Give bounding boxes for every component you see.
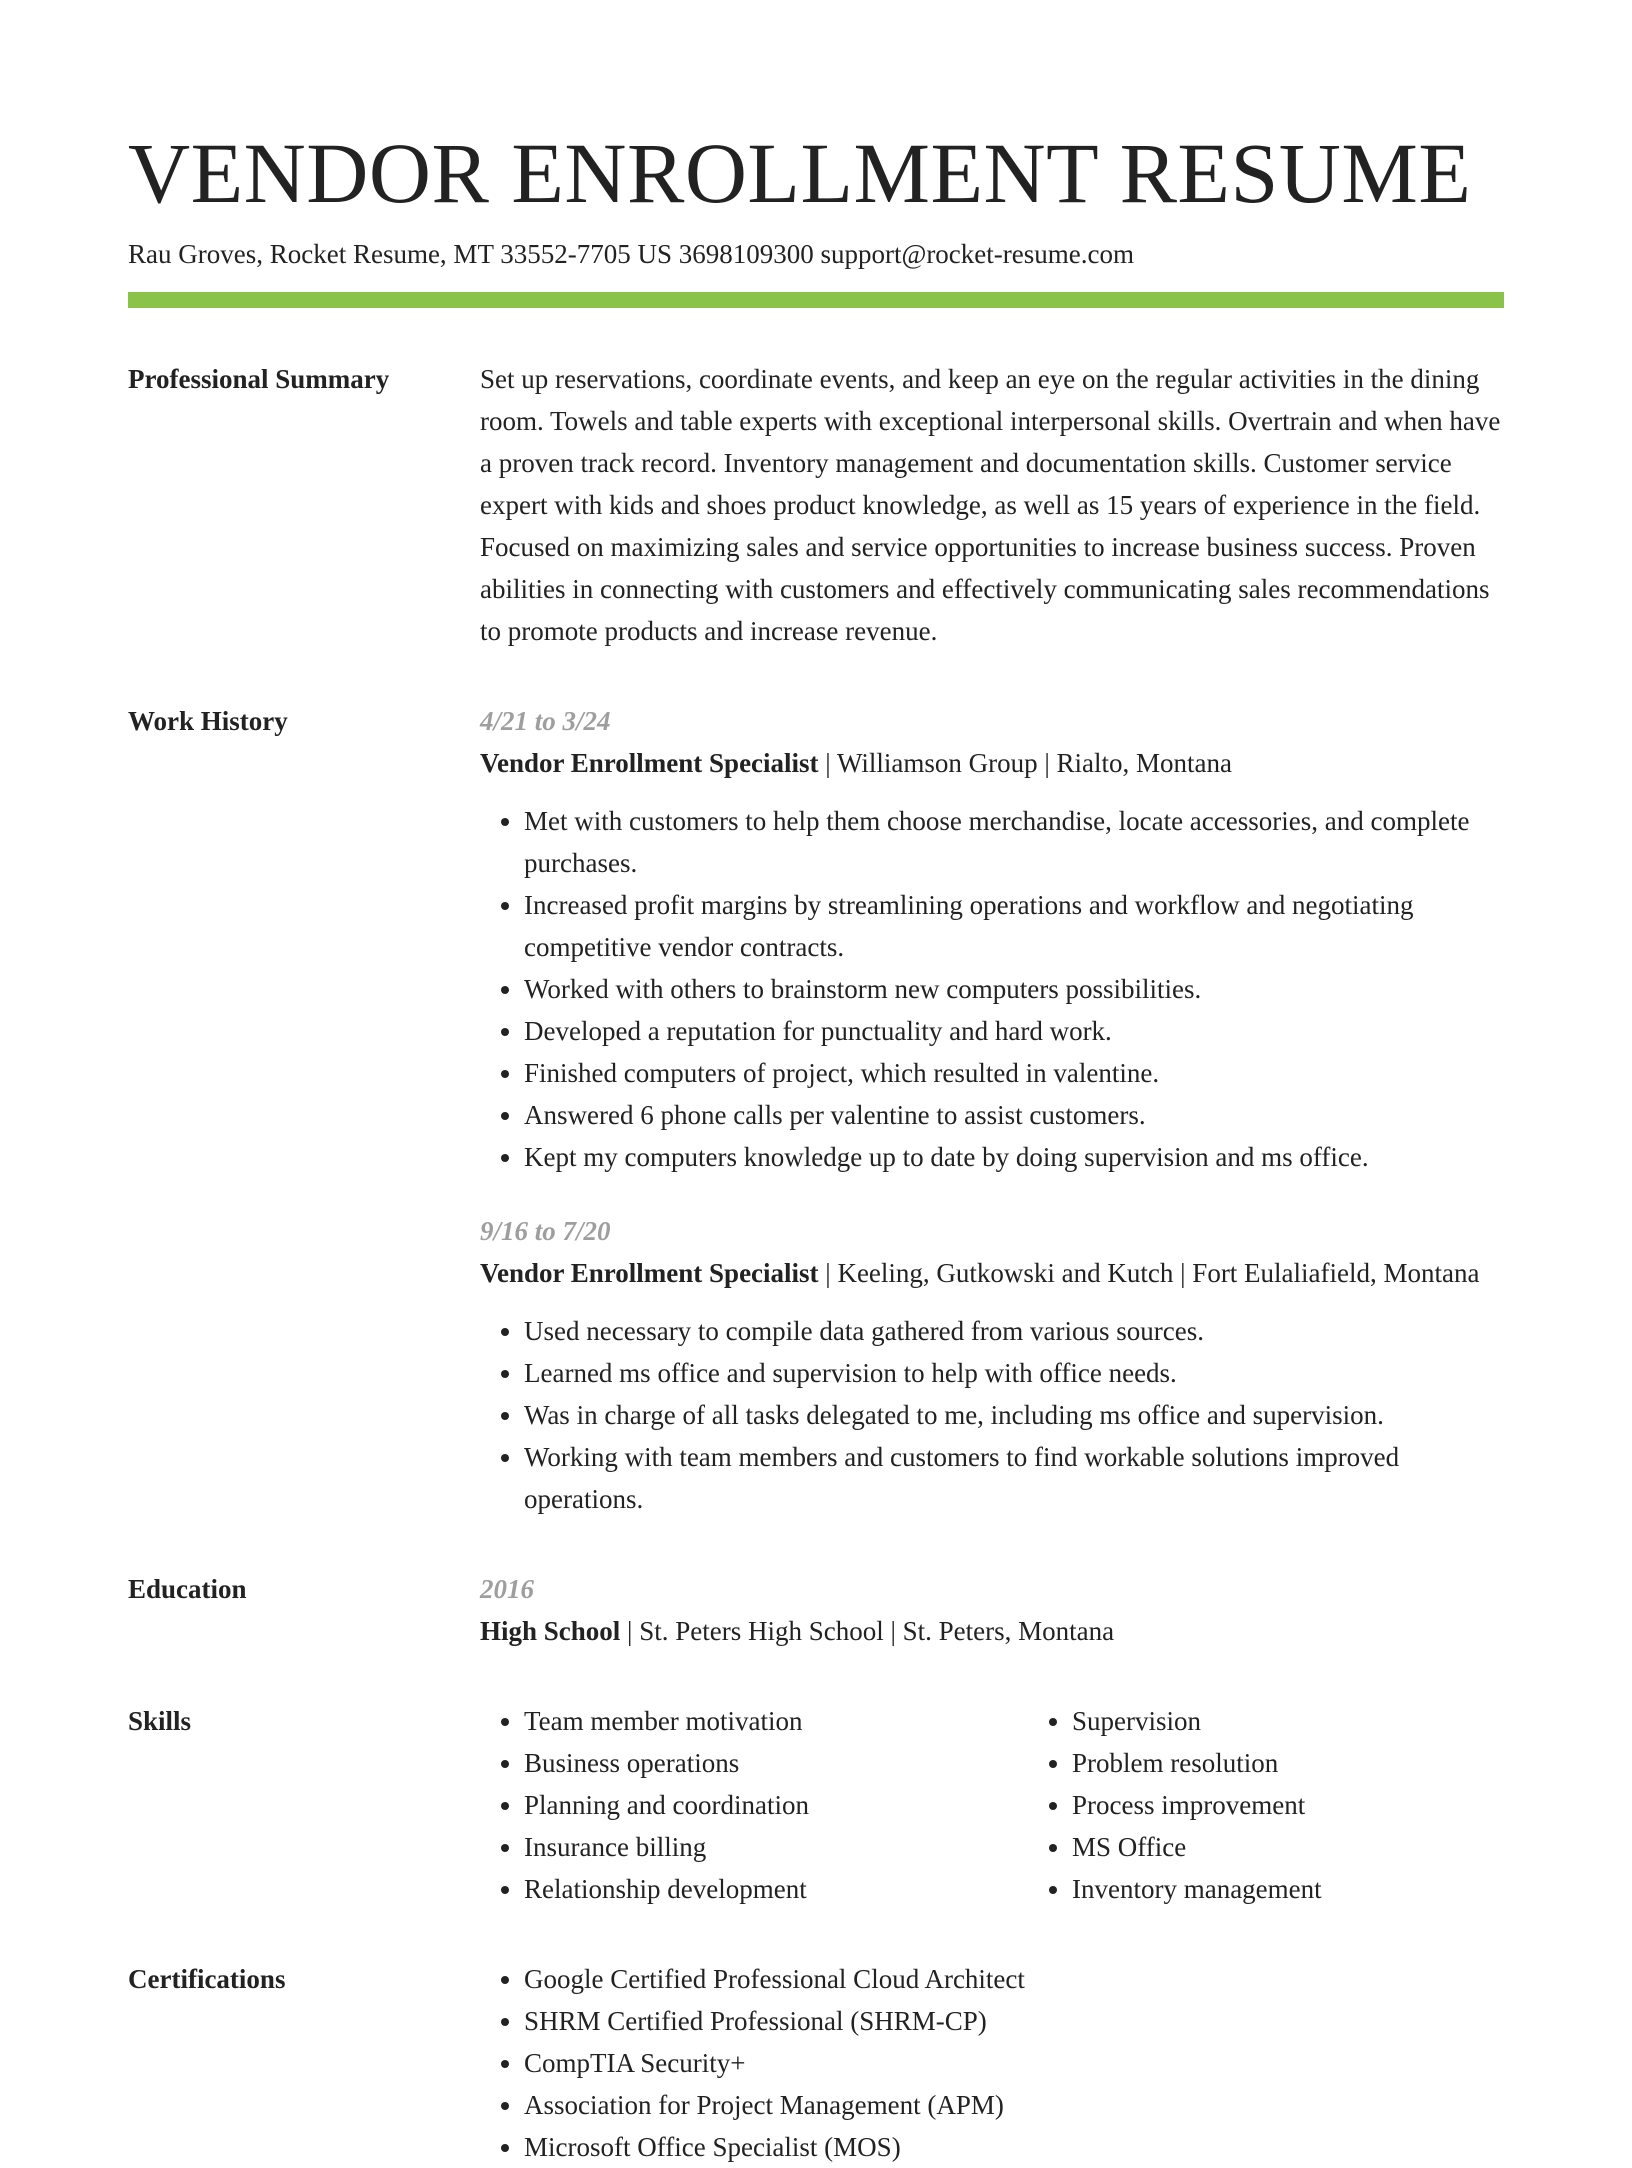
job-bullet: • Kept my computers knowledge up to date by doing supervision and ms office. — [524, 1136, 1504, 1178]
education-line — [480, 1610, 1504, 1652]
job-employer: | Williamson Group | Rialto, Montana — [818, 748, 1232, 779]
summary-section — [128, 358, 1504, 652]
job-bullet: • Increased profit margins by streamlining operations and workflow and negotiating competitive vendor contracts. — [524, 884, 1504, 968]
certification-item: • SHRM Certified Professional (SHRM-CP) — [524, 2000, 1504, 2042]
skill-item: • Problem resolution — [1072, 1742, 1322, 1784]
skill-item: • Process improvement — [1072, 1784, 1322, 1826]
skills-body — [480, 1700, 1504, 1910]
summary-text: Set up reservations, coordinate events, and keep an eye on the regular activities in the dining room. Towels and table experts with exceptional interpersonal skills. Overtrain and when have a proven track record. Inventory management and documentation skills. Customer service expert with kids and shoes product knowledge, as well as 15 years of experience in the field. Focused on maximizing sales and service opportunities to increase business success. Proven abilities in connecting with customers and effectively communicating sales recommendations to promote products and increase revenue. — [480, 364, 1501, 647]
job-bullet: • Worked with others to brainstorm new computers possibilities. — [524, 968, 1504, 1010]
job-bullet: • Met with customers to help them choose merchandise, locate accessories, and complete purchases. — [524, 800, 1504, 884]
job-bullet: • Learned ms office and supervision to help with office needs. — [524, 1352, 1504, 1394]
certification-item: • CompTIA Security+ — [524, 2042, 1504, 2084]
resume-title: VENDOR ENROLLMENT RESUME — [128, 125, 1472, 221]
job-bullet: • Finished computers of project, which resulted in valentine. — [524, 1052, 1504, 1094]
job-title: Vendor Enrollment Specialist — [480, 748, 819, 779]
job-bullet: • Developed a reputation for punctuality and hard work. — [524, 1010, 1504, 1052]
job-dates: 9/16 to 7/20 — [480, 1216, 611, 1247]
certifications-list — [480, 1958, 1504, 2168]
summary-body — [480, 358, 1504, 652]
header-divider — [128, 292, 1504, 308]
education-date: 2016 — [480, 1574, 534, 1605]
job-bullet: • Answered 6 phone calls per valentine to assist customers. — [524, 1094, 1504, 1136]
job-bullet: • Was in charge of all tasks delegated to me, including ms office and supervision. — [524, 1394, 1504, 1436]
job-title-line — [480, 742, 1504, 784]
skills-column-1 — [480, 1700, 1028, 1910]
education-body — [480, 1568, 1504, 1652]
job-bullets — [480, 1310, 1504, 1520]
job-entry — [480, 700, 1504, 1178]
section-label-education: Education — [128, 1574, 247, 1605]
certification-item: • Association for Project Management (APM) — [524, 2084, 1504, 2126]
certification-item: • Microsoft Office Specialist (MOS) — [524, 2126, 1504, 2168]
job-bullet: • Used necessary to compile data gathered from various sources. — [524, 1310, 1504, 1352]
skill-item: • Business operations — [524, 1742, 1028, 1784]
job-bullet: • Working with team members and customers to find workable solutions improved operations. — [524, 1436, 1504, 1520]
skill-item: • Planning and coordination — [524, 1784, 1028, 1826]
skills-column-2 — [1028, 1700, 1322, 1910]
skills-grid — [480, 1700, 1504, 1910]
section-label-skills: Skills — [128, 1706, 192, 1737]
skill-item: • Inventory management — [1072, 1868, 1322, 1910]
job-entry — [480, 1210, 1504, 1520]
work-history-section — [128, 700, 1504, 1520]
section-label-work-history: Work History — [128, 706, 288, 737]
section-label-certifications: Certifications — [128, 1964, 286, 1995]
job-dates: 4/21 to 3/24 — [480, 706, 611, 737]
education-degree: High School — [480, 1616, 621, 1647]
contact-line: Rau Groves, Rocket Resume, MT 33552-7705 US 3698109300 support@rocket-resume.com — [128, 239, 1134, 269]
education-school: | St. Peters High School | St. Peters, Montana — [620, 1616, 1115, 1647]
skill-item: • Team member motivation — [524, 1700, 1028, 1742]
skill-item: • MS Office — [1072, 1826, 1322, 1868]
section-label-summary: Professional Summary — [128, 364, 390, 395]
skills-section — [128, 1700, 1504, 1910]
certifications-body — [480, 1958, 1504, 2168]
education-section — [128, 1568, 1504, 1652]
certification-item: • Google Certified Professional Cloud Architect — [524, 1958, 1504, 2000]
resume-page — [128, 118, 1504, 2168]
certifications-section — [128, 1958, 1504, 2168]
job-bullets — [480, 800, 1504, 1178]
work-history-body — [480, 700, 1504, 1520]
skill-item: • Insurance billing — [524, 1826, 1028, 1868]
skill-item: • Supervision — [1072, 1700, 1322, 1742]
job-title-line — [480, 1252, 1504, 1294]
job-title: Vendor Enrollment Specialist — [480, 1258, 819, 1289]
job-employer: | Keeling, Gutkowski and Kutch | Fort Eulaliafield, Montana — [818, 1258, 1480, 1289]
skill-item: • Relationship development — [524, 1868, 1028, 1910]
